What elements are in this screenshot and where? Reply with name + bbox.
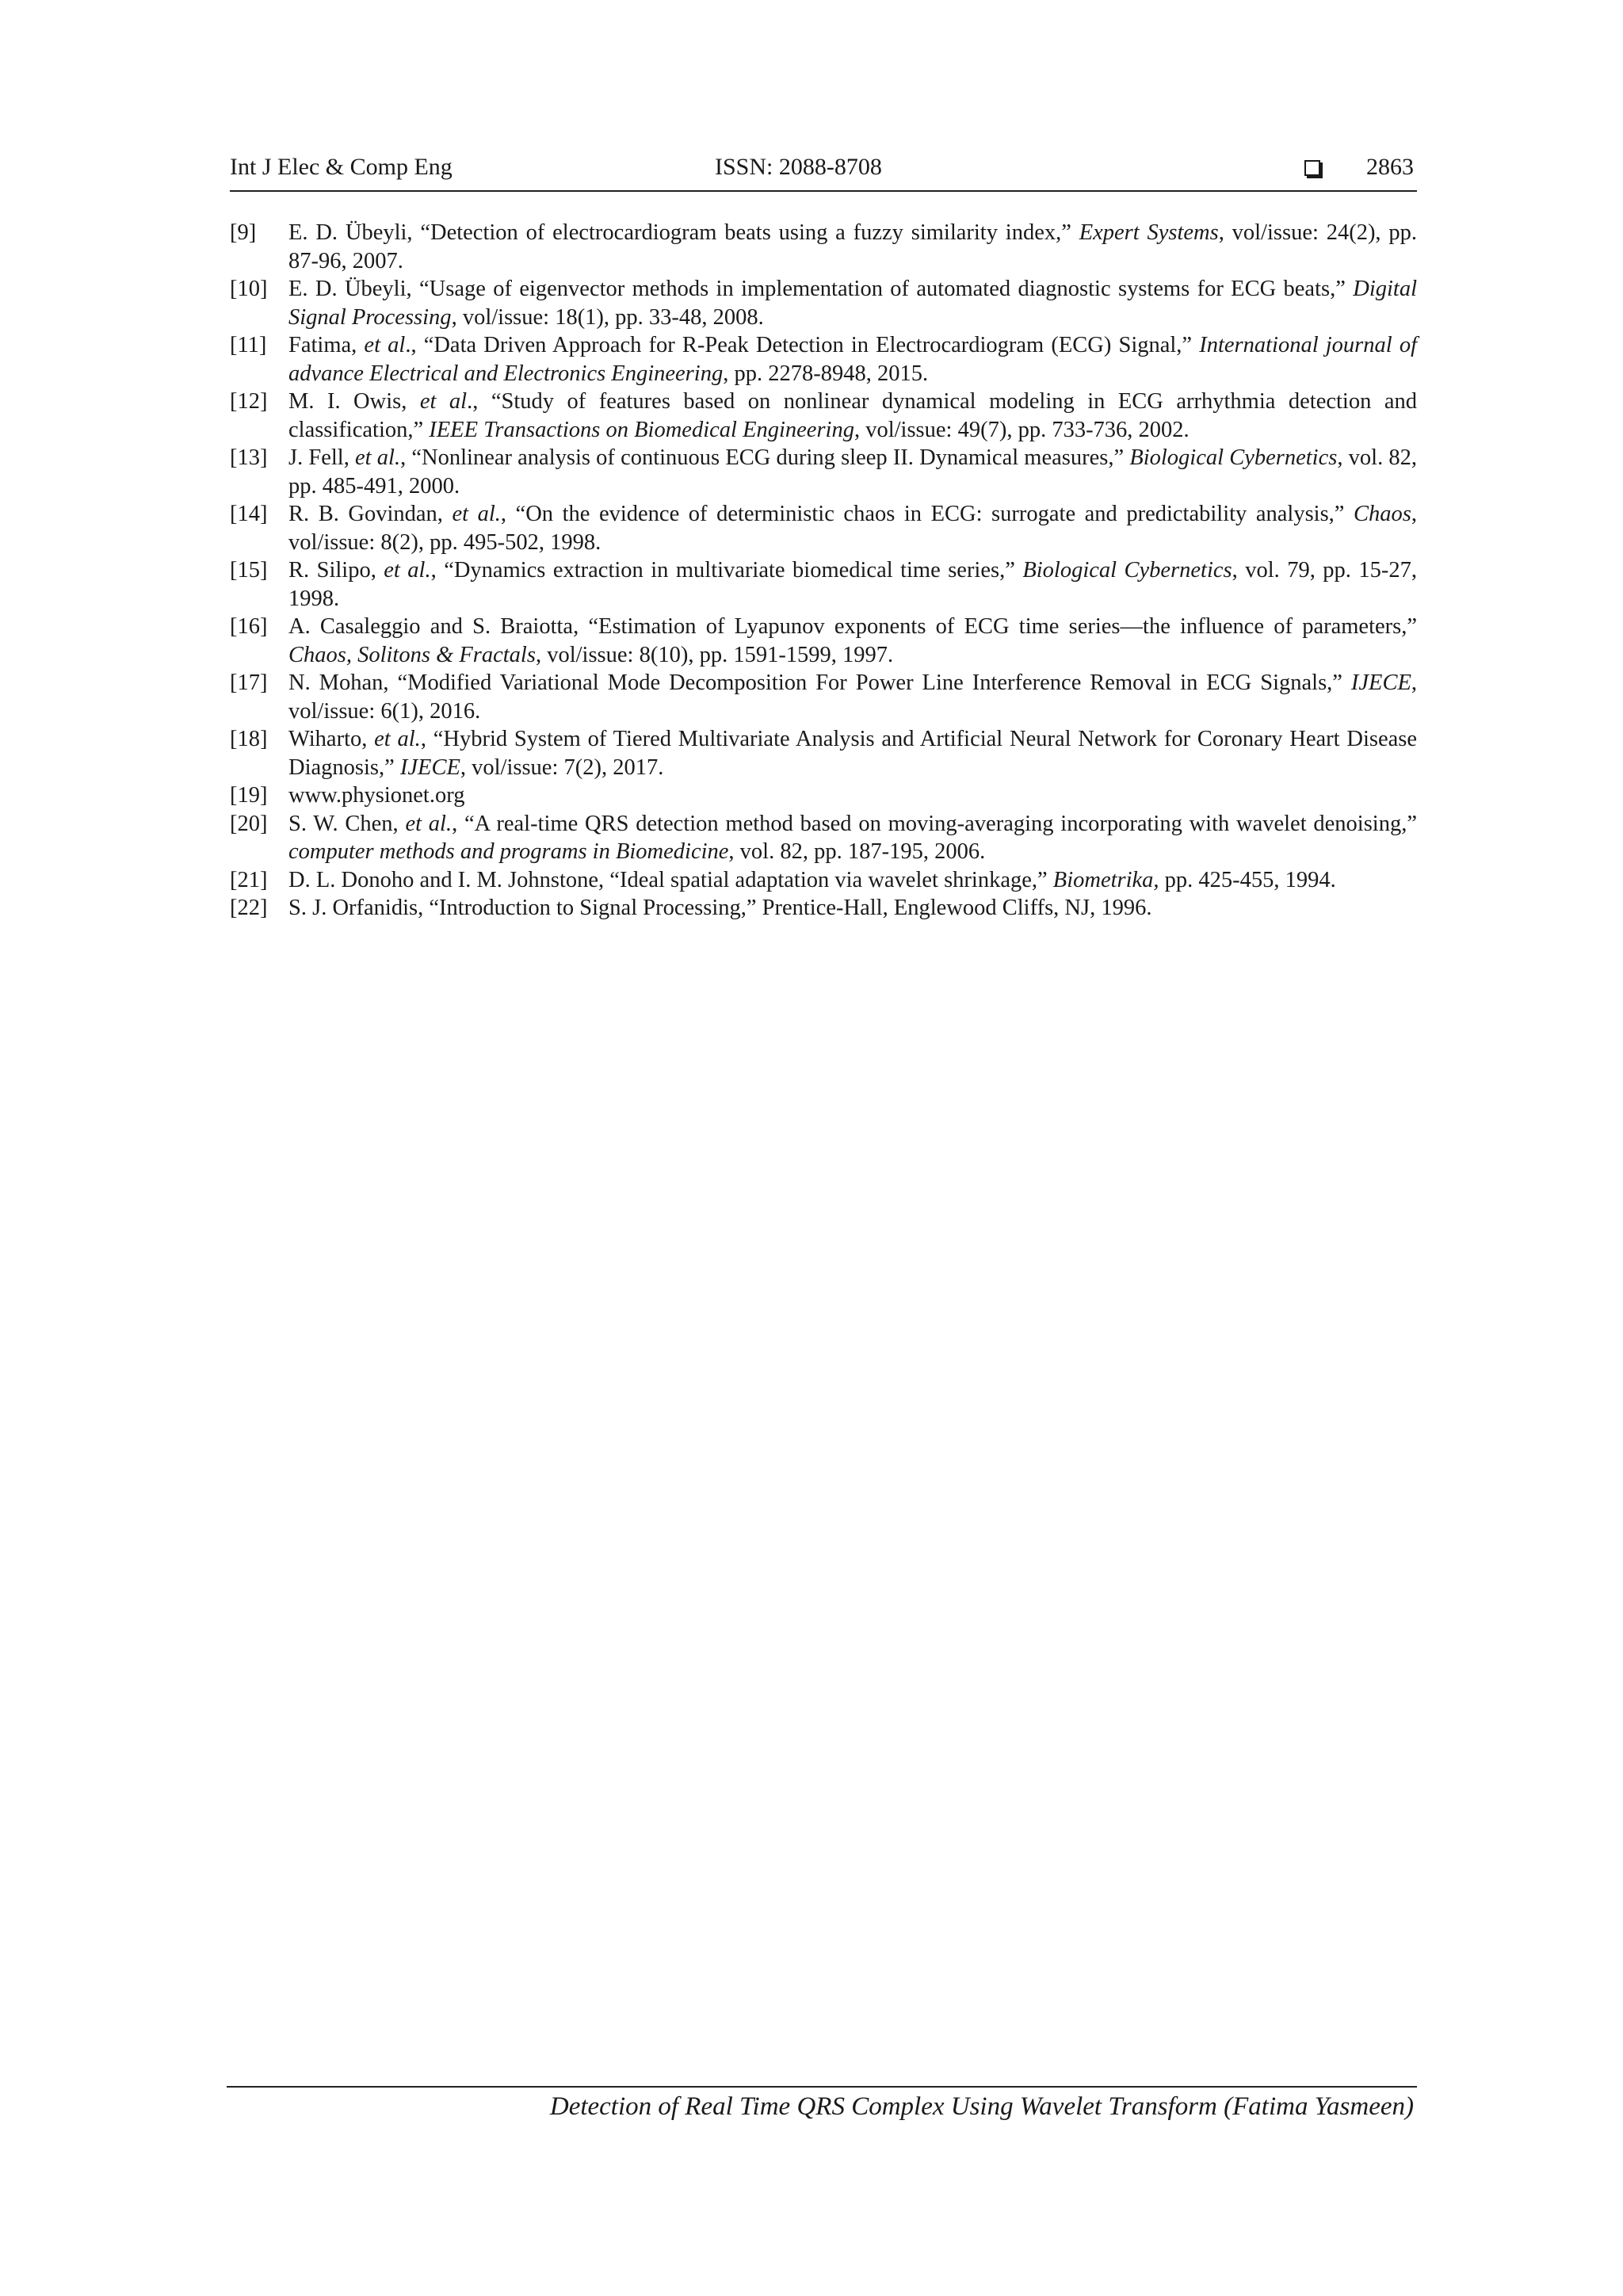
reference-text xyxy=(288,894,1417,923)
reference-number: [22] xyxy=(230,896,268,920)
reference-italic-segment: et al. xyxy=(452,502,501,526)
reference-segment: A. Casaleggio and S. Braiotta, “Estimation of Lyapunov exponents of ECG time series—the influence of parameters,” xyxy=(288,614,1417,639)
reference-item xyxy=(230,331,1417,388)
reference-segment: R. B. Govindan, xyxy=(288,502,453,526)
reference-segment: E. D. Übeyli, “Detection of electrocardiogram beats using a fuzzy similarity index,” xyxy=(288,220,1079,245)
reference-text xyxy=(288,556,1417,613)
reference-item xyxy=(230,894,1417,923)
reference-italic-segment: et al. xyxy=(384,558,431,583)
page-header xyxy=(230,151,1417,192)
reference-segment: , vol/issue: 18(1), pp. 33-48, 2008. xyxy=(451,304,764,330)
reference-italic-segment: IJECE xyxy=(399,755,460,780)
reference-segment: , “A real-time QRS detection method based on moving-averaging incorporating with wavelet denoising,” xyxy=(452,811,1417,836)
reference-item xyxy=(230,669,1417,725)
reference-italic-segment: Expert Systems xyxy=(1079,220,1219,245)
reference-segment: D. L. Donoho and I. M. Johnstone, “Ideal spatial adaptation via wavelet shrinkage,” xyxy=(288,867,1053,892)
reference-text xyxy=(288,219,1417,275)
reference-item xyxy=(230,275,1417,331)
reference-italic-segment: IJECE xyxy=(1350,670,1411,695)
reference-segment: pp. 425-455, 1994. xyxy=(1159,867,1336,892)
reference-item xyxy=(230,500,1417,556)
reference-segment: , vol/issue: 6(1), 2016. xyxy=(288,670,1417,724)
reference-text xyxy=(288,810,1417,866)
reference-number: [12] xyxy=(230,389,268,414)
reference-segment: , “On the evidence of deterministic chaos in ECG: surrogate and predictability analysis,” xyxy=(500,502,1354,526)
reference-italic-segment: Biometrika, xyxy=(1052,867,1159,892)
page-number: 2863 xyxy=(1366,154,1414,180)
reference-italic-segment: IEEE Transactions on Biomedical Engineering xyxy=(429,417,854,442)
running-title: Detection of Real Time QRS Complex Using Wavelet Transform (Fatima Yasmeen) xyxy=(549,2092,1414,2121)
reference-text xyxy=(288,669,1417,725)
reference-item xyxy=(230,725,1417,781)
reference-text xyxy=(288,781,1417,810)
reference-italic-segment: et al xyxy=(419,389,468,414)
reference-italic-segment: International journal of advance Electrical and Electronics Engineering xyxy=(288,333,1417,386)
reference-number: [14] xyxy=(230,502,268,526)
reference-segment: , vol/issue: 8(10), pp. 1591-1599, 1997. xyxy=(535,642,894,667)
reference-segment: N. Mohan, “Modified Variational Mode Decomposition For Power Line Interference Removal in ECG Signals,” xyxy=(288,670,1351,695)
reference-italic-segment: Chaos, Solitons & Fractals xyxy=(288,642,536,667)
reference-number: [20] xyxy=(230,811,268,836)
reference-item xyxy=(230,388,1417,444)
page-footer xyxy=(227,2086,1417,2121)
reference-segment: , “Hybrid System of Tiered Multivariate Analysis and Artificial Neural Network for Coronary Heart Disease Diagnosis,” xyxy=(288,727,1417,780)
reference-segment: , vol/issue: 49(7), pp. 733-736, 2002. xyxy=(854,417,1190,442)
reference-text xyxy=(288,725,1417,781)
reference-number: [16] xyxy=(230,614,268,639)
hollow-square-icon xyxy=(1304,160,1320,176)
reference-item xyxy=(230,866,1417,895)
reference-italic-segment: Chaos xyxy=(1354,502,1411,526)
reference-text xyxy=(288,866,1417,895)
reference-segment: S. W. Chen, xyxy=(288,811,406,836)
reference-number: [21] xyxy=(230,867,268,892)
reference-segment: , vol. 82, pp. 187-195, 2006. xyxy=(728,839,986,864)
reference-segment: www.physionet.org xyxy=(288,783,465,808)
reference-italic-segment: Biological Cybernetics xyxy=(1129,445,1338,470)
reference-italic-segment: et al. xyxy=(355,445,401,470)
reference-item xyxy=(230,556,1417,613)
reference-number: [11] xyxy=(230,333,267,357)
reference-segment: , “Nonlinear analysis of continuous ECG during sleep II. Dynamical measures,” xyxy=(400,445,1130,470)
issn-label: ISSN: 2088-8708 xyxy=(715,154,882,180)
reference-number: [13] xyxy=(230,445,268,470)
reference-text xyxy=(288,275,1417,331)
reference-italic-segment: Digital Signal Processing xyxy=(288,277,1417,330)
reference-number: [15] xyxy=(230,558,268,583)
reference-list xyxy=(230,219,1417,923)
reference-italic-segment: et al xyxy=(364,333,406,357)
reference-segment: , “Dynamics extraction in multivariate biomedical time series,” xyxy=(430,558,1023,583)
reference-segment: Wiharto, xyxy=(288,727,375,751)
reference-italic-segment: et al. xyxy=(405,811,453,836)
reference-item xyxy=(230,219,1417,275)
reference-item xyxy=(230,781,1417,810)
reference-number: [19] xyxy=(230,783,268,808)
reference-segment: , pp. 2278-8948, 2015. xyxy=(723,361,929,386)
reference-segment: , vol/issue: 8(2), pp. 495-502, 1998. xyxy=(288,502,1417,555)
reference-item xyxy=(230,444,1417,500)
reference-number: [18] xyxy=(230,727,268,751)
reference-number: [9] xyxy=(230,220,257,245)
reference-segment: , vol/issue: 24(2), pp. 87-96, 2007. xyxy=(288,220,1417,273)
reference-italic-segment: computer methods and programs in Biomedicine xyxy=(288,839,729,864)
reference-text xyxy=(288,388,1417,444)
reference-number: [17] xyxy=(230,670,268,695)
reference-italic-segment: Biological Cybernetics xyxy=(1022,558,1232,583)
reference-segment: Fatima, xyxy=(288,333,365,357)
reference-segment: ., “Data Driven Approach for R-Peak Detection in Electrocardiogram (ECG) Signal,” xyxy=(405,333,1200,357)
reference-segment: , vol. 79, pp. 15-27, 1998. xyxy=(288,558,1417,611)
reference-number: [10] xyxy=(230,277,268,301)
reference-segment: , vol/issue: 7(2), 2017. xyxy=(460,755,664,780)
reference-text xyxy=(288,444,1417,500)
reference-segment: J. Fell, xyxy=(288,445,356,470)
reference-segment: M. I. Owis, xyxy=(288,389,420,414)
reference-item xyxy=(230,613,1417,669)
reference-item xyxy=(230,810,1417,866)
reference-text xyxy=(288,500,1417,556)
reference-text xyxy=(288,613,1417,669)
reference-segment: R. Silipo, xyxy=(288,558,384,583)
journal-name: Int J Elec & Comp Eng xyxy=(230,154,453,180)
reference-text xyxy=(288,331,1417,388)
reference-segment: E. D. Übeyli, “Usage of eigenvector methods in implementation of automated diagnostic systems for ECG beats,” xyxy=(288,277,1354,301)
reference-segment: S. J. Orfanidis, “Introduction to Signal Processing,” Prentice-Hall, Englewood Cliffs, NJ, 1996. xyxy=(288,896,1152,920)
reference-segment: ., “Study of features based on nonlinear dynamical modeling in ECG arrhythmia detection and classification,” xyxy=(288,389,1417,442)
reference-italic-segment: et al. xyxy=(374,727,421,751)
reference-segment: , vol. 82, pp. 485-491, 2000. xyxy=(288,445,1418,499)
